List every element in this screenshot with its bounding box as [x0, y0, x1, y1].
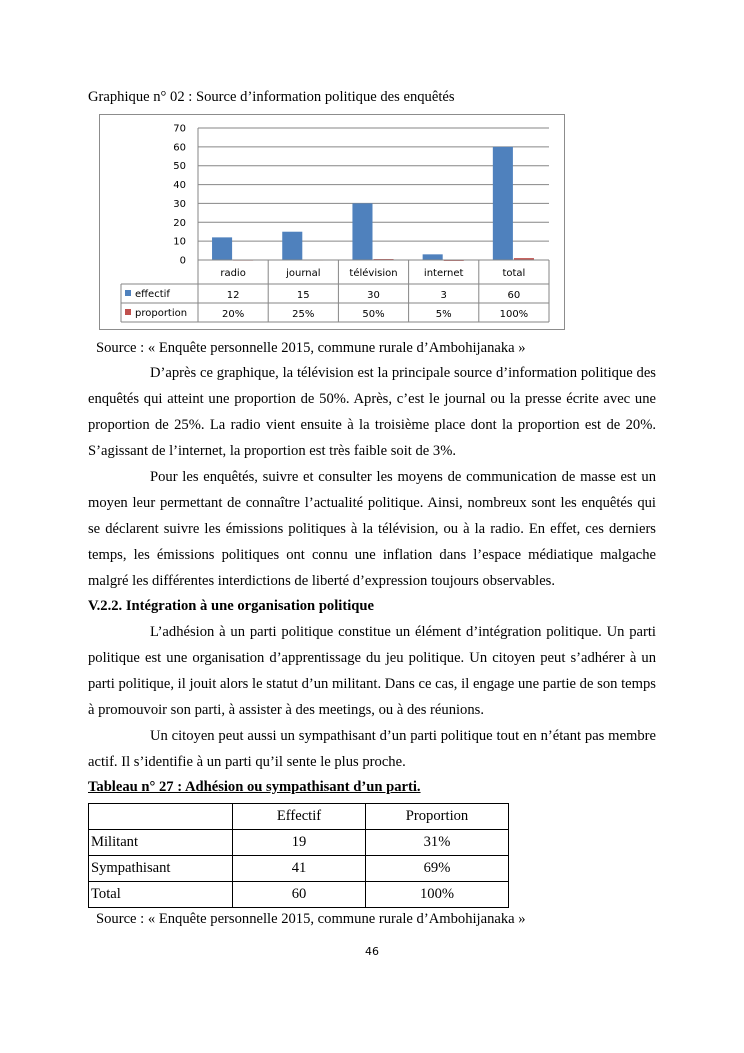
table-cell: 60: [233, 882, 366, 908]
data-label: 50%: [362, 309, 385, 320]
bar-effectif: [493, 147, 513, 260]
category-label: journal: [286, 268, 321, 279]
table-cell: 41: [233, 856, 366, 882]
table-cell: 100%: [366, 882, 509, 908]
y-tick-label: 40: [173, 180, 186, 192]
y-tick-label: 50: [173, 161, 186, 173]
paragraph: D’après ce graphique, la télévision est la principale source d’information politique des enquêtés qui atteint une proportion de 50%. Après, c’est le journal ou la presse écrite avec une proportion de 25%. La radio vient ensuite à la troisième place dont la proportion est de 20%. S’agissant de l’internet, la proportion est très faible soit de 3%.: [88, 365, 656, 459]
category-label: internet: [423, 268, 464, 279]
table-cell: 19: [233, 830, 366, 856]
bar-chart: [99, 114, 565, 330]
data-label: 20%: [221, 309, 245, 320]
bar-effectif: [212, 237, 232, 260]
table-header: Effectif: [233, 804, 366, 830]
data-label: 60: [507, 290, 521, 301]
table-cell: 31%: [366, 830, 509, 856]
table-header: [89, 804, 233, 830]
category-label: télévision: [349, 268, 398, 279]
category-label: radio: [220, 268, 246, 279]
table-cell: Total: [89, 882, 233, 908]
data-label: 15: [296, 290, 310, 301]
data-label: 3: [440, 290, 447, 301]
bar-effectif: [423, 254, 443, 260]
table-cell: Sympathisant: [89, 856, 233, 882]
y-tick-label: 0: [179, 255, 186, 267]
table-row: [89, 830, 509, 856]
table-source: Source : « Enquête personnelle 2015, commune rurale d’Ambohijanaka »: [96, 911, 526, 927]
chart-source: Source : « Enquête personnelle 2015, commune rurale d’Ambohijanaka »: [96, 340, 526, 356]
y-tick-label: 70: [173, 123, 186, 135]
table-title: Tableau n° 27 : Adhésion ou sympathisant d’un parti.: [88, 779, 421, 795]
page-number: 46: [365, 945, 379, 958]
table-cell: Militant: [89, 830, 233, 856]
chart-svg: [100, 115, 564, 329]
paragraph: Pour les enquêtés, suivre et consulter les moyens de communication de masse est un moyen leur permettant de connaître l’actualité politique. Ainsi, nombreux sont les enquêtés qui se déclarent suivre les émissions politiques à la télévision, ou à la radio. En effet, ces derniers temps, les émissions politiques ont connu une inflation dans l’espace médiatique malgache malgré les différentes interdictions de liberté d’expression toujours observables.: [88, 469, 656, 589]
category-label: total: [502, 268, 526, 279]
y-tick-label: 20: [173, 217, 186, 229]
table-row: [89, 882, 509, 908]
y-tick-label: 30: [173, 198, 186, 210]
table-row: [89, 856, 509, 882]
data-label: 30: [367, 290, 380, 301]
data-label: 12: [226, 290, 240, 301]
data-label: 25%: [292, 309, 315, 320]
data-label: 5%: [435, 309, 452, 320]
legend-label: effectif: [135, 289, 170, 300]
data-label: 100%: [499, 309, 529, 320]
chart-caption: Graphique n° 02 : Source d’information politique des enquêtés: [88, 89, 455, 105]
table-header-row: [89, 804, 509, 830]
table-cell: 69%: [366, 856, 509, 882]
legend-swatch-effectif: [125, 290, 131, 296]
legend-label: proportion: [135, 308, 188, 319]
legend-swatch-proportion: [125, 309, 131, 315]
y-tick-label: 10: [173, 236, 186, 248]
membership-table: [88, 803, 509, 908]
bar-effectif: [282, 232, 302, 260]
table-header: Proportion: [366, 804, 509, 830]
bar-effectif: [352, 203, 372, 260]
paragraph: Un citoyen peut aussi un sympathisant d’un parti politique tout en n’étant pas membre actif. Il s’identifie à un parti qu’il sente le plus proche.: [88, 728, 656, 770]
paragraph: L’adhésion à un parti politique constitue un élément d’intégration politique. Un parti politique est une organisation d’apprentissage du jeu politique. Un citoyen peut s’adhérer à un parti politique, il jouit alors le statut d’un militant. Dans ce cas, il engage une partie de son temps à promouvoir son parti, à assister à des meetings, ou à des réunions.: [88, 624, 656, 718]
section-heading: V.2.2. Intégration à une organisation politique: [88, 598, 374, 614]
y-tick-label: 60: [173, 142, 186, 154]
